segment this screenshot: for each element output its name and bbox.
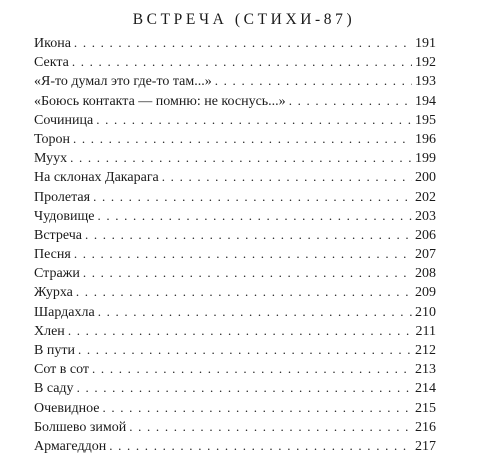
toc-entry: [34, 282, 436, 301]
toc-entry: [34, 148, 436, 167]
toc-entry: [34, 244, 436, 263]
dot-leader: [102, 398, 412, 417]
dot-leader: [68, 321, 412, 340]
toc-entry-title: «Я-то думал это где-то там...»: [34, 74, 212, 90]
toc-entry-page: 212: [415, 343, 436, 358]
toc-list: [34, 33, 436, 455]
toc-entry-title: Муух: [34, 151, 68, 167]
toc-entry: [34, 263, 436, 282]
toc-entry: [34, 417, 436, 436]
toc-entry: [34, 71, 436, 90]
toc-entry: [34, 129, 436, 148]
toc-entry: [34, 398, 436, 417]
toc-entry-title: Сочиница: [34, 112, 94, 128]
toc-entry-title: Очевидное: [34, 400, 100, 416]
table-of-contents: [34, 10, 436, 455]
dot-leader: [162, 167, 412, 186]
toc-entry: [34, 52, 436, 71]
dot-leader: [96, 110, 412, 129]
toc-entry-title: Икона: [34, 36, 71, 51]
dot-leader: [97, 206, 412, 225]
dot-leader: [73, 129, 412, 148]
dot-leader: [78, 340, 412, 359]
toc-entry-title: Торон: [34, 131, 70, 147]
toc-entry-page: 203: [415, 208, 436, 224]
toc-entry-title: Хлен: [34, 323, 65, 339]
dot-leader: [92, 359, 412, 378]
toc-entry-title: «Боюсь контакта — помню: не коснусь...»: [34, 93, 286, 109]
toc-entry: [34, 167, 436, 186]
toc-entry-title: Шардахла: [34, 304, 95, 320]
dot-leader: [76, 282, 412, 301]
toc-entry-page: 199: [415, 151, 436, 167]
toc-entry-title: В саду: [34, 381, 74, 397]
toc-entry: [34, 436, 436, 455]
dot-leader: [70, 148, 412, 167]
toc-entry-title: Пролетая: [34, 189, 91, 205]
dot-leader: [109, 436, 412, 455]
dot-leader: [98, 302, 412, 321]
toc-entry-page: 192: [415, 55, 436, 71]
toc-entry-page: 193: [415, 74, 436, 90]
toc-entry-page: 211: [415, 323, 436, 339]
toc-entry-title: Сот в сот: [34, 362, 90, 378]
toc-entry-title: Чудовище: [34, 208, 95, 224]
toc-entry-page: 191: [415, 36, 436, 51]
toc-entry-page: 208: [415, 266, 436, 282]
toc-entry-page: 195: [415, 112, 436, 128]
toc-entry: [34, 321, 436, 340]
dot-leader: [289, 91, 412, 110]
dot-leader: [215, 71, 412, 90]
dot-leader: [77, 378, 412, 397]
toc-entry: [34, 340, 436, 359]
toc-entry-page: 194: [415, 93, 436, 109]
toc-entry-title: Песня: [34, 247, 71, 263]
toc-entry-title: Встреча: [34, 227, 82, 243]
toc-entry-page: 210: [415, 304, 436, 320]
dot-leader: [72, 52, 412, 71]
dot-leader: [74, 33, 412, 52]
toc-entry-page: 202: [415, 189, 436, 205]
toc-entry: [34, 33, 436, 52]
toc-entry: [34, 225, 436, 244]
toc-entry-title: На склонах Дакарага: [34, 170, 159, 186]
toc-entry-title: Журха: [34, 285, 73, 301]
toc-entry-page: 200: [415, 170, 436, 186]
toc-entry-page: 213: [415, 362, 436, 378]
section-title: ВСТРЕЧА (СТИХИ-87): [132, 11, 356, 28]
toc-entry-page: 216: [415, 419, 436, 435]
toc-entry: [34, 302, 436, 321]
dot-leader: [74, 244, 412, 263]
dot-leader: [129, 417, 412, 436]
toc-entry-page: 217: [415, 438, 436, 454]
toc-entry-title: В пути: [34, 343, 75, 358]
toc-entry: [34, 359, 436, 378]
toc-entry-title: Стражи: [34, 266, 80, 282]
toc-entry: [34, 91, 436, 110]
dot-leader: [85, 225, 412, 244]
dot-leader: [83, 263, 412, 282]
toc-entry-page: 215: [415, 400, 436, 416]
toc-entry-title: Болшево зимой: [34, 419, 127, 435]
toc-entry: [34, 187, 436, 206]
toc-entry-page: 196: [415, 131, 436, 147]
toc-entry: [34, 206, 436, 225]
toc-entry: [34, 110, 436, 129]
toc-entry: [34, 378, 436, 397]
toc-entry-title: Армагеддон: [34, 438, 107, 454]
toc-entry-page: 214: [415, 381, 436, 397]
dot-leader: [93, 187, 412, 206]
toc-entry-page: 207: [415, 247, 436, 263]
toc-entry-page: 206: [415, 227, 436, 243]
toc-entry-title: Секта: [34, 55, 69, 71]
toc-entry-page: 209: [415, 285, 436, 301]
